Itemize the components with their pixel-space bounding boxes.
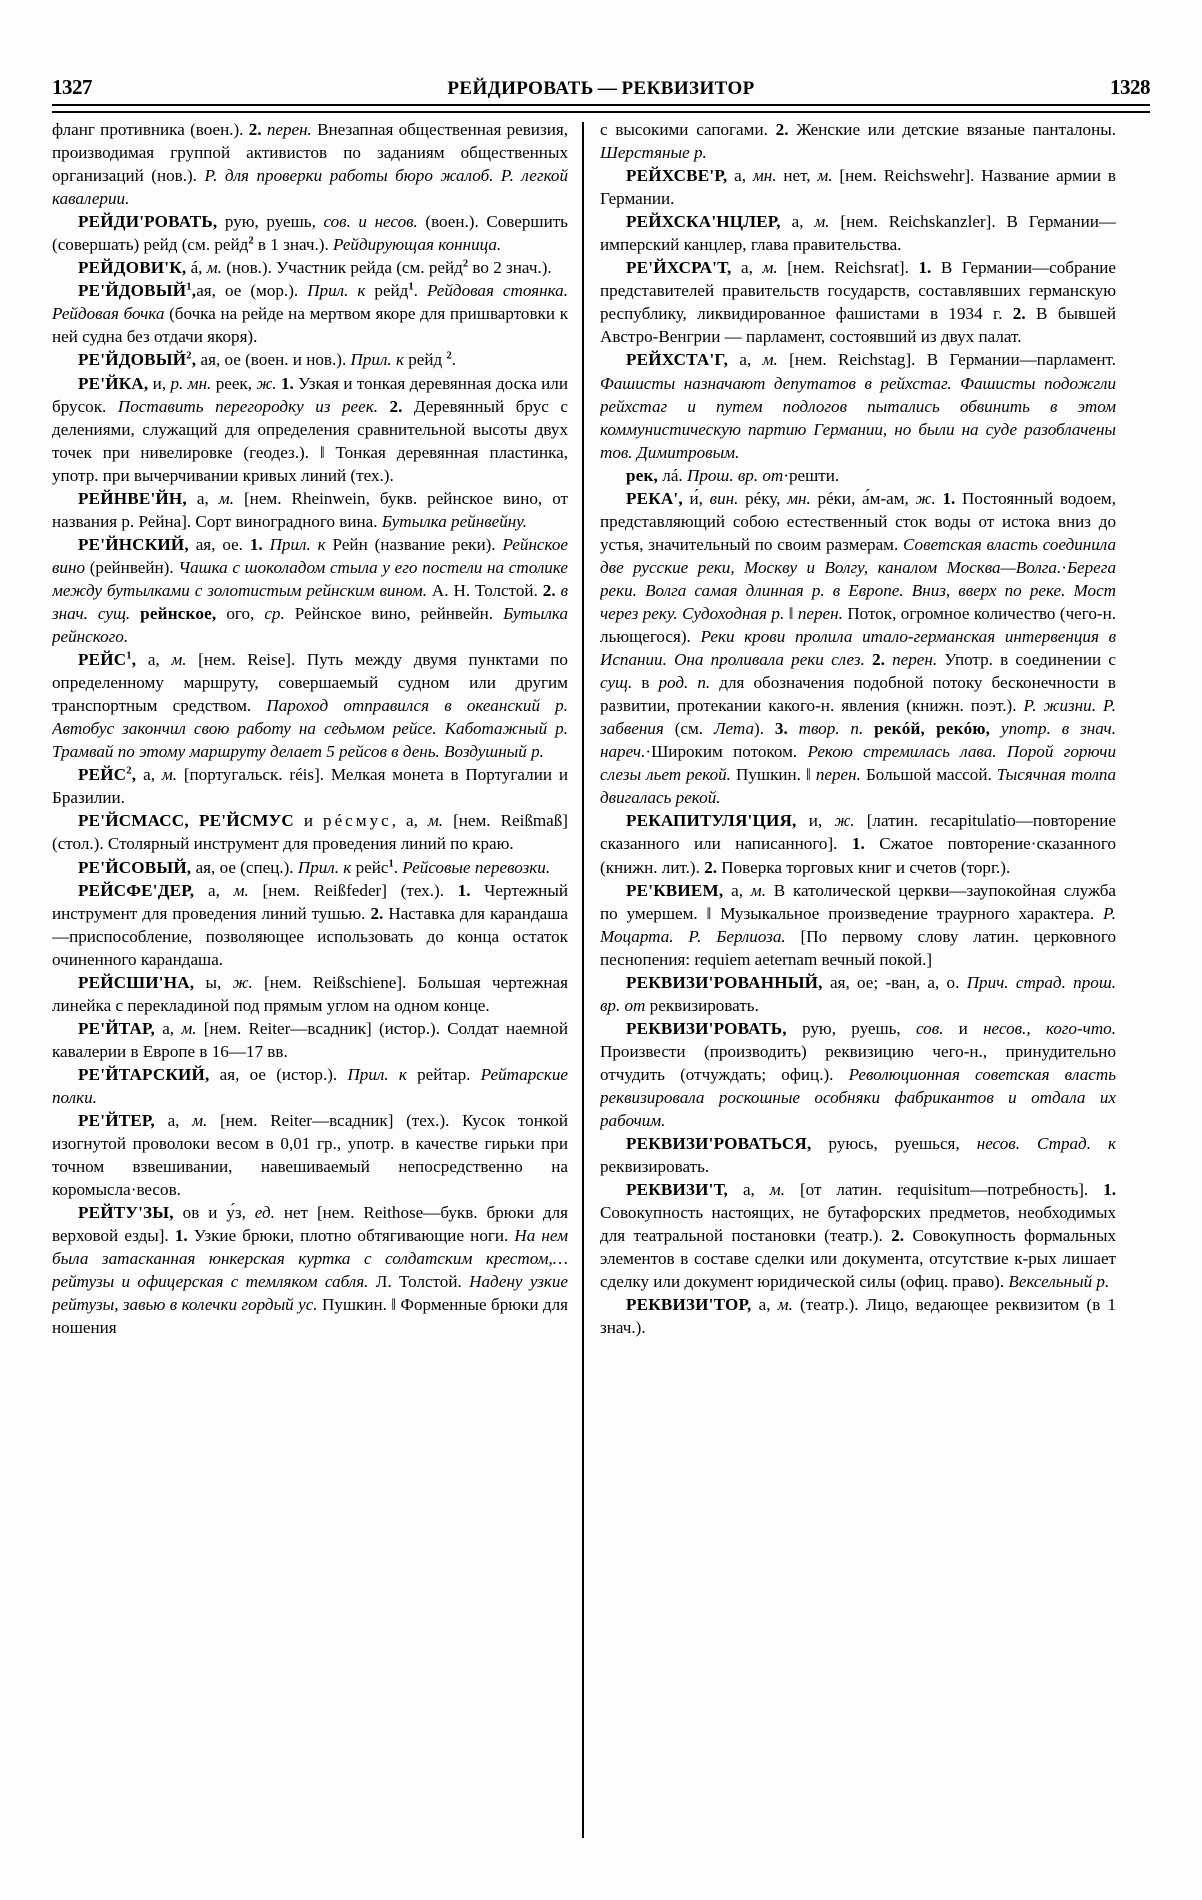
page-header xyxy=(52,58,1150,98)
entry-reyka: РЕ'ЙКА, и, р. мн. реек, ж. 1. Узкая и тонкая деревянная доска или брусок. Поставить перегородку из реек. 2. Деревянный брус с делениями, служащий для определения сравнительной высоты двух точек при нивелировке (геодез.). ‖ Тонкая деревянная пластинка, употр. при вычерчивании кривых линий (тех.). xyxy=(52,373,568,485)
entry-continuation: фланг противника (воен.). 2. перен. Внезапная общественная ревизия, производимая группой активистов по заданиям общественных организаций (нов.). Р. для проверки работы бюро жалоб. Р. легкой кавалерии. xyxy=(52,120,569,209)
entry-reyter: РЕ'ЙТЕР, а, м. [нем. Reiter—всадник] (тех.). Кусок тонкой изогнутой проволоки весом в 0,01 гр., употр. в качестве гирьки при точном взвешивании, навешиваемый непосредственно на коромысла·весов. xyxy=(52,1111,568,1200)
column-container xyxy=(52,118,1150,1858)
entry-rekviem: РЕ'КВИЕМ, а, м. В католической церкви—заупокойная служба по умершем. ‖ Музыкальное произведение траурного характера. Р. Моцарта. Р. Берлиоза. [По первому слову латин. церковного песнопения: requiem aeternam вечный покой.] xyxy=(600,880,1116,969)
folio-left: 1327 xyxy=(52,75,92,99)
entry-rekvizitor: РЕКВИЗИ'ТОР, а, м. (театр.). Лицо, ведающее реквизитом (в 1 знач.). xyxy=(600,1295,1116,1338)
entry-reytuzy: РЕЙТУ'ЗЫ, ов и у́з, ед. нет [нем. Reithose—букв. брюки для верховой езды]. 1. Узкие брюки, плотно обтягивающие ноги. На нем была затасканная юнкерская куртка с солдатским крестом,… рейтузы и офицерская с темляком сабля. Л. Толстой. Надену узкие рейтузы, завью в колечки гордый ус. Пушкин. ‖ Форменные брюки для ношения xyxy=(52,1203,568,1338)
entry-reynskiy: РЕ'ЙНСКИЙ, ая, ое. 1. Прил. к Рейн (название реки). Рейнское вино (рейнвейн). Чашка с шоколадом стыла у его постели на столике между бутылками с золотистым рейнским вином. А. Н. Толстой. 2. в знач. сущ. рейнское, ого, ср. Рейнское вино, рейнвейн. Бутылка рейнского. xyxy=(52,534,569,647)
header-rule xyxy=(52,104,1150,113)
entry-reysshina: РЕЙСШИ'НА, ы, ж. [нем. Reißschiene]. Большая чертежная линейка с перекладиной под прямым углом на одном конце. xyxy=(52,972,568,1015)
entry-rekvizirovat: РЕКВИЗИ'РОВАТЬ, рую, руешь, сов. и несов., кого-что. Произвести (производить) реквизицию чего-н., принудительно отчудить (отчуждать; офиц.). Революционная советская власть реквизировала роскошные особняки фабрикантов и отдала их рабочим. xyxy=(600,1018,1116,1131)
entry-rekvizirovannyy: РЕКВИЗИ'РОВАННЫЙ, ая, ое; -ван, а, о. Прич. страд. прош. вр. от реквизировать. xyxy=(600,972,1116,1015)
entry-reys-2: РЕЙС$^2$, а, м. [португальск. réis]. Мелкая монета в Португалии и Бразилии. xyxy=(52,765,568,808)
entry-reyhsrat: РЕ'ЙХСРА'Т, а, м. [нем. Reichsrat]. 1. В Германии—собрание представителей правительств государств, составлявших германскую республику, ликвидированное фашистами в 1934 г. 2. В бывшей Австро-Венгрии — парламент, состоявший из двух палат. xyxy=(600,258,1116,347)
entry-reydovik: РЕЙДОВИ'К, á, м. (нов.). Участник рейда (см. рейд$^2$ во 2 знач.). xyxy=(78,258,552,278)
entry-reydovyy-2: РЕ'ЙДОВЫЙ$^2$, ая, ое (воен. и нов.). Прил. к рейд $^2$. xyxy=(78,350,457,370)
entry-rekapitulyaciya: РЕКАПИТУЛЯ'ЦИЯ, и, ж. [латин. recapitulatio—повторение сказанного или написанного]. 1. Сжатое повторение·сказанного (книжн. лит.). 2. Поверка торговых книг и счетов (торг.). xyxy=(600,811,1116,877)
entry-reyhstag: РЕЙХСТА'Г, а, м. [нем. Reichstag]. В Германии—парламент. Фашисты назначают депутатов в рейхстаг. Фашисты подожгли рейхстаг и путем подлогов пытались обвинить в этом коммунистическую партию Германии, но были на суде разоблачены тов. Димитровым. xyxy=(600,350,1116,462)
entry-reyhsver: РЕЙХСВЕ'Р, а, мн. нет, м. [нем. Reichswehr]. Название армии в Германии. xyxy=(600,166,1116,209)
entry-reysovyy: РЕ'ЙСОВЫЙ, ая, ое (спец.). Прил. к рейс$^1$. Рейсовые перевозки. xyxy=(78,857,551,877)
entry-reysmass: РЕ'ЙСМАСС, РЕ'ЙСМУС и рéсмус, а, м. [нем. Reißmaß] (стол.). Столярный инструмент для проведения линий по краю. xyxy=(52,811,568,854)
entry-reydirovat: РЕЙДИ'РОВАТЬ, рую, руешь, сов. и несов. (воен.). Совершить (совершать) рейд (см. рейд$^2$ в 1 знач.). Рейдирующая конница. xyxy=(52,212,568,255)
entry-reynvein: РЕЙНВЕ'ЙН, а, м. [нем. Rheinwein, букв. рейнское вино, от названия р. Рейна]. Сорт виноградного вина. Бутылка рейнвейну. xyxy=(52,488,568,531)
column-right xyxy=(600,118,1116,1858)
entry-reytar: РЕ'ЙТАР, а, м. [нем. Reiter—всадник] (истор.). Солдат наемной кавалерии в Европе в 16—17 вв. xyxy=(52,1018,568,1061)
entry-reys-1: РЕЙС$^1$, а, м. [нем. Reise]. Путь между двумя пунктами по определенному маршруту, совершаемый судном или другим транспортным средством. Пароход отправился в океанский р. Автобус закончил свою работу на седьмом рейсе. Каботажный р. Трамвай по этому маршруту делает 5 рейсов в день. Воздушный р. xyxy=(52,650,569,762)
entry-rek: рек, лá. Прош. вр. от·решти. xyxy=(626,465,840,485)
entry-continuation-reytuzy: с высокими сапогами. 2. Женские или детские вязаные панталоны. Шерстяные р. xyxy=(600,120,1116,163)
entry-rekvizit: РЕКВИЗИ'Т, а, м. [от латин. requisitum—потребность]. 1. Совокупность настоящих, не бутафорских предметов, необходимых для театральной постановки (театр.). 2. Совокупность формальных элементов в составе сделки или документа, отсутствие к-рых лишает сделку или документ юридической силы (офиц. право). Вексельный р. xyxy=(600,1180,1116,1292)
column-left xyxy=(52,118,582,1858)
folio-right: 1328 xyxy=(1110,75,1150,99)
entry-reytarskiy: РЕ'ЙТАРСКИЙ, ая, ое (истор.). Прил. к рейтар. Рейтарские полки. xyxy=(52,1064,568,1107)
column-divider xyxy=(582,122,584,1838)
entry-reka: РЕКА', и́, вин. рéку, мн. рéки, а́м-ам, ж. 1. Постоянный водоем, представляющий собою естественный сток воды от истока вниз до устья, значительный по своим размерам. Советская власть соединила две русские реки, Москву и Волгу, каналом Москва—Волга.·Берега реки. Волга самая длинная р. в Европе. Вниз, вверх по реке. Мост через реку. Судоходная р. ‖ перен. Поток, огромное количество (чего-н. льющегося). Реки крови пролила итало-германская интервенция в Испании. Она проливала реки слез. 2. перен. Употр. в соединении с сущ. в род. п. для обозначения подобной потоку бесконечности в развитии, протекании какого-н. явления (книжн. поэт.). Р. жизни. Р. забвения (см. Лета). 3. твор. п. рекóй, рекóю, употр. в знач. нареч.·Широким потоком. Рекою стремилась лава. Порой горючи слезы льет рекой. Пушкин. ‖ перен. Большой массой. Тысячная толпа двигалась рекой. xyxy=(600,488,1116,808)
entry-reysfeder: РЕЙСФЕ'ДЕР, а, м. [нем. Reißfeder] (тех.). 1. Чертежный инструмент для проведения линий тушью. 2. Наставка для карандаша—приспособление, позволяющее использовать до конца остаток очиненного карандаша. xyxy=(52,880,568,969)
running-title: РЕЙДИРОВАТЬ — РЕКВИЗИТОР xyxy=(447,78,755,99)
entry-rekvizirovatsya: РЕКВИЗИ'РОВАТЬСЯ, руюсь, руешься, несов. Страд. к реквизировать. xyxy=(600,1134,1116,1177)
entry-reyhskancler: РЕЙХСКА'НЦЛЕР, а, м. [нем. Reichskanzler]. В Германии—имперский канцлер, глава правительства. xyxy=(600,212,1116,255)
entry-reydovyy-1: РЕ'ЙДОВЫЙ$^1$,ая, ое (мор.). Прил. к рейд$^1$. Рейдовая стоянка. Рейдовая бочка (бочка на рейде на мертвом якоре для пришвартовки к ней судна без отдачи якоря). xyxy=(52,281,569,347)
